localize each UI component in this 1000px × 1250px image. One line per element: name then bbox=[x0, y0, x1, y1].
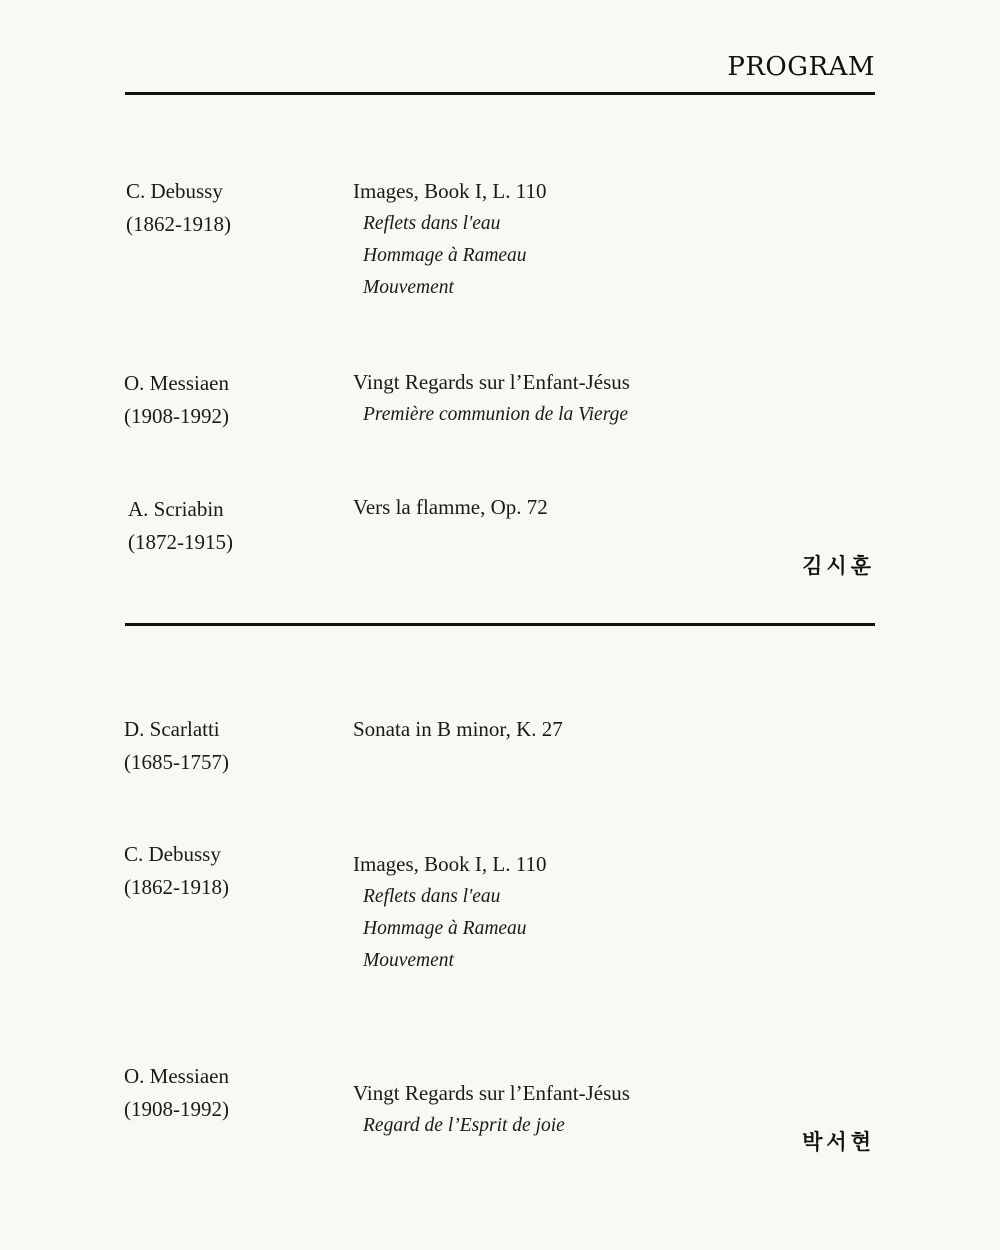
movement-title: Hommage à Rameau bbox=[363, 245, 527, 266]
composer-name: C. Debussy bbox=[126, 179, 223, 203]
composer-name: O. Messiaen bbox=[124, 1064, 229, 1088]
performer-name: 김시훈 bbox=[802, 554, 875, 578]
movement-title: Mouvement bbox=[363, 277, 454, 298]
movement-title: Mouvement bbox=[363, 950, 454, 971]
composer-years: (1862-1918) bbox=[124, 875, 229, 899]
composer-block bbox=[126, 175, 231, 241]
composer-block bbox=[124, 1060, 229, 1126]
work-block bbox=[353, 175, 546, 304]
composer-block bbox=[124, 367, 229, 433]
work-title: Images, Book I, L. 110 bbox=[353, 179, 547, 203]
movement-title: Hommage à Rameau bbox=[363, 918, 527, 939]
composer-name: C. Debussy bbox=[124, 842, 221, 866]
composer-name: D. Scarlatti bbox=[124, 717, 220, 741]
movement-title: Reflets dans l'eau bbox=[363, 886, 501, 907]
work-block bbox=[353, 713, 563, 746]
work-title: Images, Book I, L. 110 bbox=[353, 852, 547, 876]
work-block bbox=[353, 1077, 630, 1142]
work-title: Vingt Regards sur l’Enfant-Jésus bbox=[353, 1081, 630, 1105]
work-block bbox=[353, 366, 630, 431]
page-title: PROGRAM bbox=[727, 52, 875, 82]
composer-block bbox=[124, 713, 229, 779]
movement-title: Reflets dans l'eau bbox=[363, 213, 501, 234]
work-block bbox=[353, 491, 548, 524]
performer-name: 박서현 bbox=[802, 1130, 875, 1154]
composer-years: (1908-1992) bbox=[124, 404, 229, 428]
composer-name: O. Messiaen bbox=[124, 371, 229, 395]
header-divider bbox=[125, 92, 875, 95]
composer-years: (1908-1992) bbox=[124, 1097, 229, 1121]
composer-block bbox=[128, 493, 233, 559]
section-divider bbox=[125, 623, 875, 626]
movement-title: Première communion de la Vierge bbox=[363, 404, 628, 425]
movement-title: Regard de l’Esprit de joie bbox=[363, 1115, 565, 1136]
composer-years: (1872-1915) bbox=[128, 530, 233, 554]
composer-years: (1862-1918) bbox=[126, 212, 231, 236]
composer-years: (1685-1757) bbox=[124, 750, 229, 774]
work-title: Sonata in B minor, K. 27 bbox=[353, 717, 563, 741]
work-block bbox=[353, 848, 546, 977]
composer-name: A. Scriabin bbox=[128, 497, 224, 521]
work-title: Vingt Regards sur l’Enfant-Jésus bbox=[353, 370, 630, 394]
work-title: Vers la flamme, Op. 72 bbox=[353, 495, 548, 519]
composer-block bbox=[124, 838, 229, 904]
